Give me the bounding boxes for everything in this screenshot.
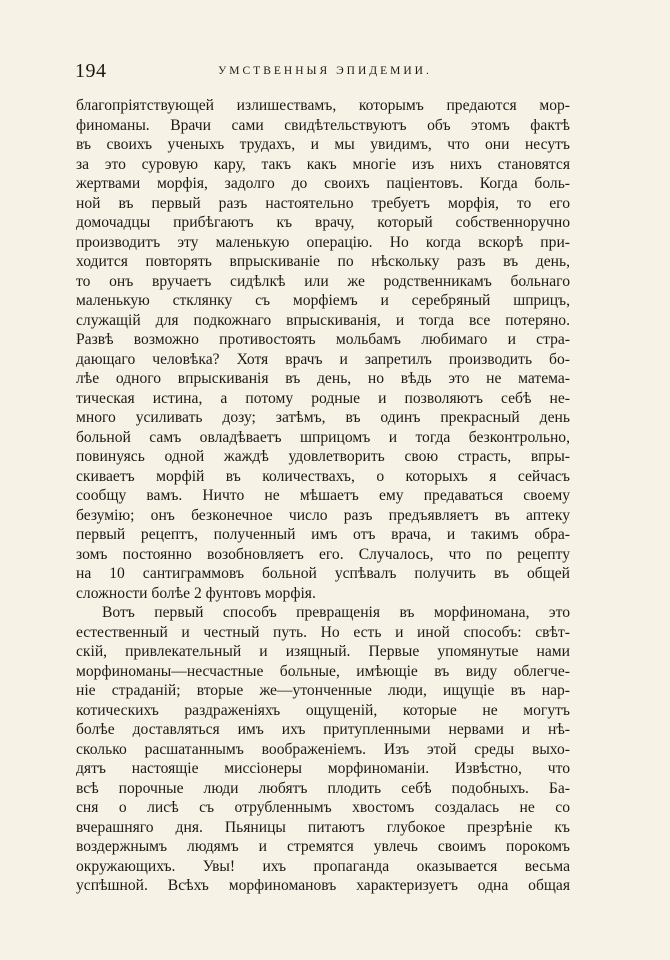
text-line: жертвами морфія, задолго до своихъ паціентовъ. Когда боль- bbox=[76, 175, 570, 192]
text-line: ніе страданій; вторые же—утонченные люди, ищущіе въ нар- bbox=[76, 682, 570, 699]
text-line: на 10 сантиграммовъ больной успѣвалъ получить въ общей bbox=[76, 565, 570, 582]
text-line: ной въ первый разъ настоятельно требуетъ морфія, то его bbox=[76, 194, 570, 212]
text-line: Вотъ первый способъ превращенія въ морфиномана, это bbox=[102, 604, 570, 621]
text-line: дающаго человѣка? Хотя врачъ и запретилъ производить бо- bbox=[76, 350, 570, 368]
text-line: много усиливать дозу; затѣмъ, въ одинъ прекрасный день bbox=[76, 409, 570, 426]
text-line: сложности болѣе 2 фунтовъ морфія. bbox=[76, 584, 316, 602]
text-line: успѣшной. Всѣхъ морфиномановъ характеризуетъ одна общая bbox=[76, 877, 570, 894]
text-line: Развѣ возможно противостоять мольбамъ любимаго и стра- bbox=[76, 331, 570, 348]
text-line: благопріятствующей излишествамъ, которымъ предаются мор- bbox=[76, 97, 570, 114]
text-line: вчерашняго дня. Пьяницы питаютъ глубокое презрѣніе къ bbox=[76, 818, 570, 836]
text-line: безумію; онъ безконечное число разъ предъявляетъ въ аптеку bbox=[76, 506, 570, 524]
text-line: маленькую стклянку съ морфіемъ и серебряный шприцъ, bbox=[76, 292, 570, 309]
text-line: морфиноманы—несчастные больные, имѣющіе въ виду облегче- bbox=[76, 662, 570, 680]
page-number: 194 bbox=[75, 60, 107, 82]
text-line: окружающихъ. Увы! ихъ пропаганда оказывается весьма bbox=[76, 857, 570, 875]
text-line: ходится повторять впрыскиваніе по нѣскольку разъ въ день, bbox=[76, 253, 570, 270]
text-line: котическихъ раздраженіяхъ ощущеній, которые не могутъ bbox=[76, 701, 570, 719]
text-line: болѣе доставляться имъ ихъ притупленными нервами и нѣ- bbox=[76, 721, 570, 738]
text-line: сколько расшатаннымъ воображеніемъ. Изъ этой среды выхо- bbox=[76, 740, 570, 758]
text-line: служащій для подкожнаго впрыскиванія, и тогда все потеряно. bbox=[76, 311, 570, 329]
text-line: скій, привлекательный и изящный. Первые упомянутые нами bbox=[76, 643, 570, 660]
text-line: сня о лисѣ съ отрубленнымъ хвостомъ создалась не со bbox=[76, 799, 570, 816]
text-line: повинуясь одной жаждѣ удовлетворить свою страсть, впры- bbox=[76, 448, 570, 465]
running-head: УМСТВЕННЫЯ ЭПИДЕМИИ. bbox=[218, 65, 432, 77]
text-line: производитъ эту маленькую операцію. Но когда вскорѣ при- bbox=[76, 233, 570, 251]
text-line: дятъ настоящіе миссіонеры морфиноманіи. Извѣстно, что bbox=[76, 760, 570, 777]
text-line: воздержнымъ людямъ и стремятся увлечь своимъ порокомъ bbox=[76, 838, 570, 855]
text-line: естественный и честный путь. Но есть и иной способъ: свѣт- bbox=[76, 623, 570, 641]
text-line: домочадцы прибѣгаютъ къ врачу, который собственноручно bbox=[76, 214, 570, 231]
text-line: скиваетъ морфій въ количествахъ, о которыхъ я сейчасъ bbox=[76, 467, 570, 485]
text-line: то онъ вручаетъ сидѣлкѣ или же родственникамъ больнаго bbox=[76, 272, 570, 290]
text-line: тическая истина, а потому родные и позволяютъ себѣ не- bbox=[76, 389, 570, 407]
text-line: финоманы. Врачи сами свидѣтельствуютъ объ этомъ фактѣ bbox=[76, 116, 570, 134]
page-header bbox=[75, 60, 575, 84]
text-line: первый рецептъ, полученный имъ отъ врача, и такимъ обра- bbox=[76, 526, 570, 543]
text-line: сообщу вамъ. Ничто не мѣшаетъ ему предаваться своему bbox=[76, 487, 570, 504]
text-line: всѣ порочные люди любятъ плодить себѣ подобныхъ. Ба- bbox=[76, 779, 570, 797]
text-line: зомъ постоянно возобновляетъ его. Случалось, что по рецепту bbox=[76, 545, 570, 563]
text-line: больной самъ овладѣваетъ шприцомъ и тогда безконтрольно, bbox=[76, 428, 570, 446]
body-text bbox=[76, 96, 570, 896]
text-line: въ своихъ ученыхъ трудахъ, и мы увидимъ, что они несутъ bbox=[76, 136, 570, 153]
text-line: за это суровую кару, такъ какъ многіе изъ нихъ становятся bbox=[76, 155, 570, 173]
text-line: лѣе одного впрыскиванія въ день, но вѣдь это не матема- bbox=[76, 370, 570, 387]
